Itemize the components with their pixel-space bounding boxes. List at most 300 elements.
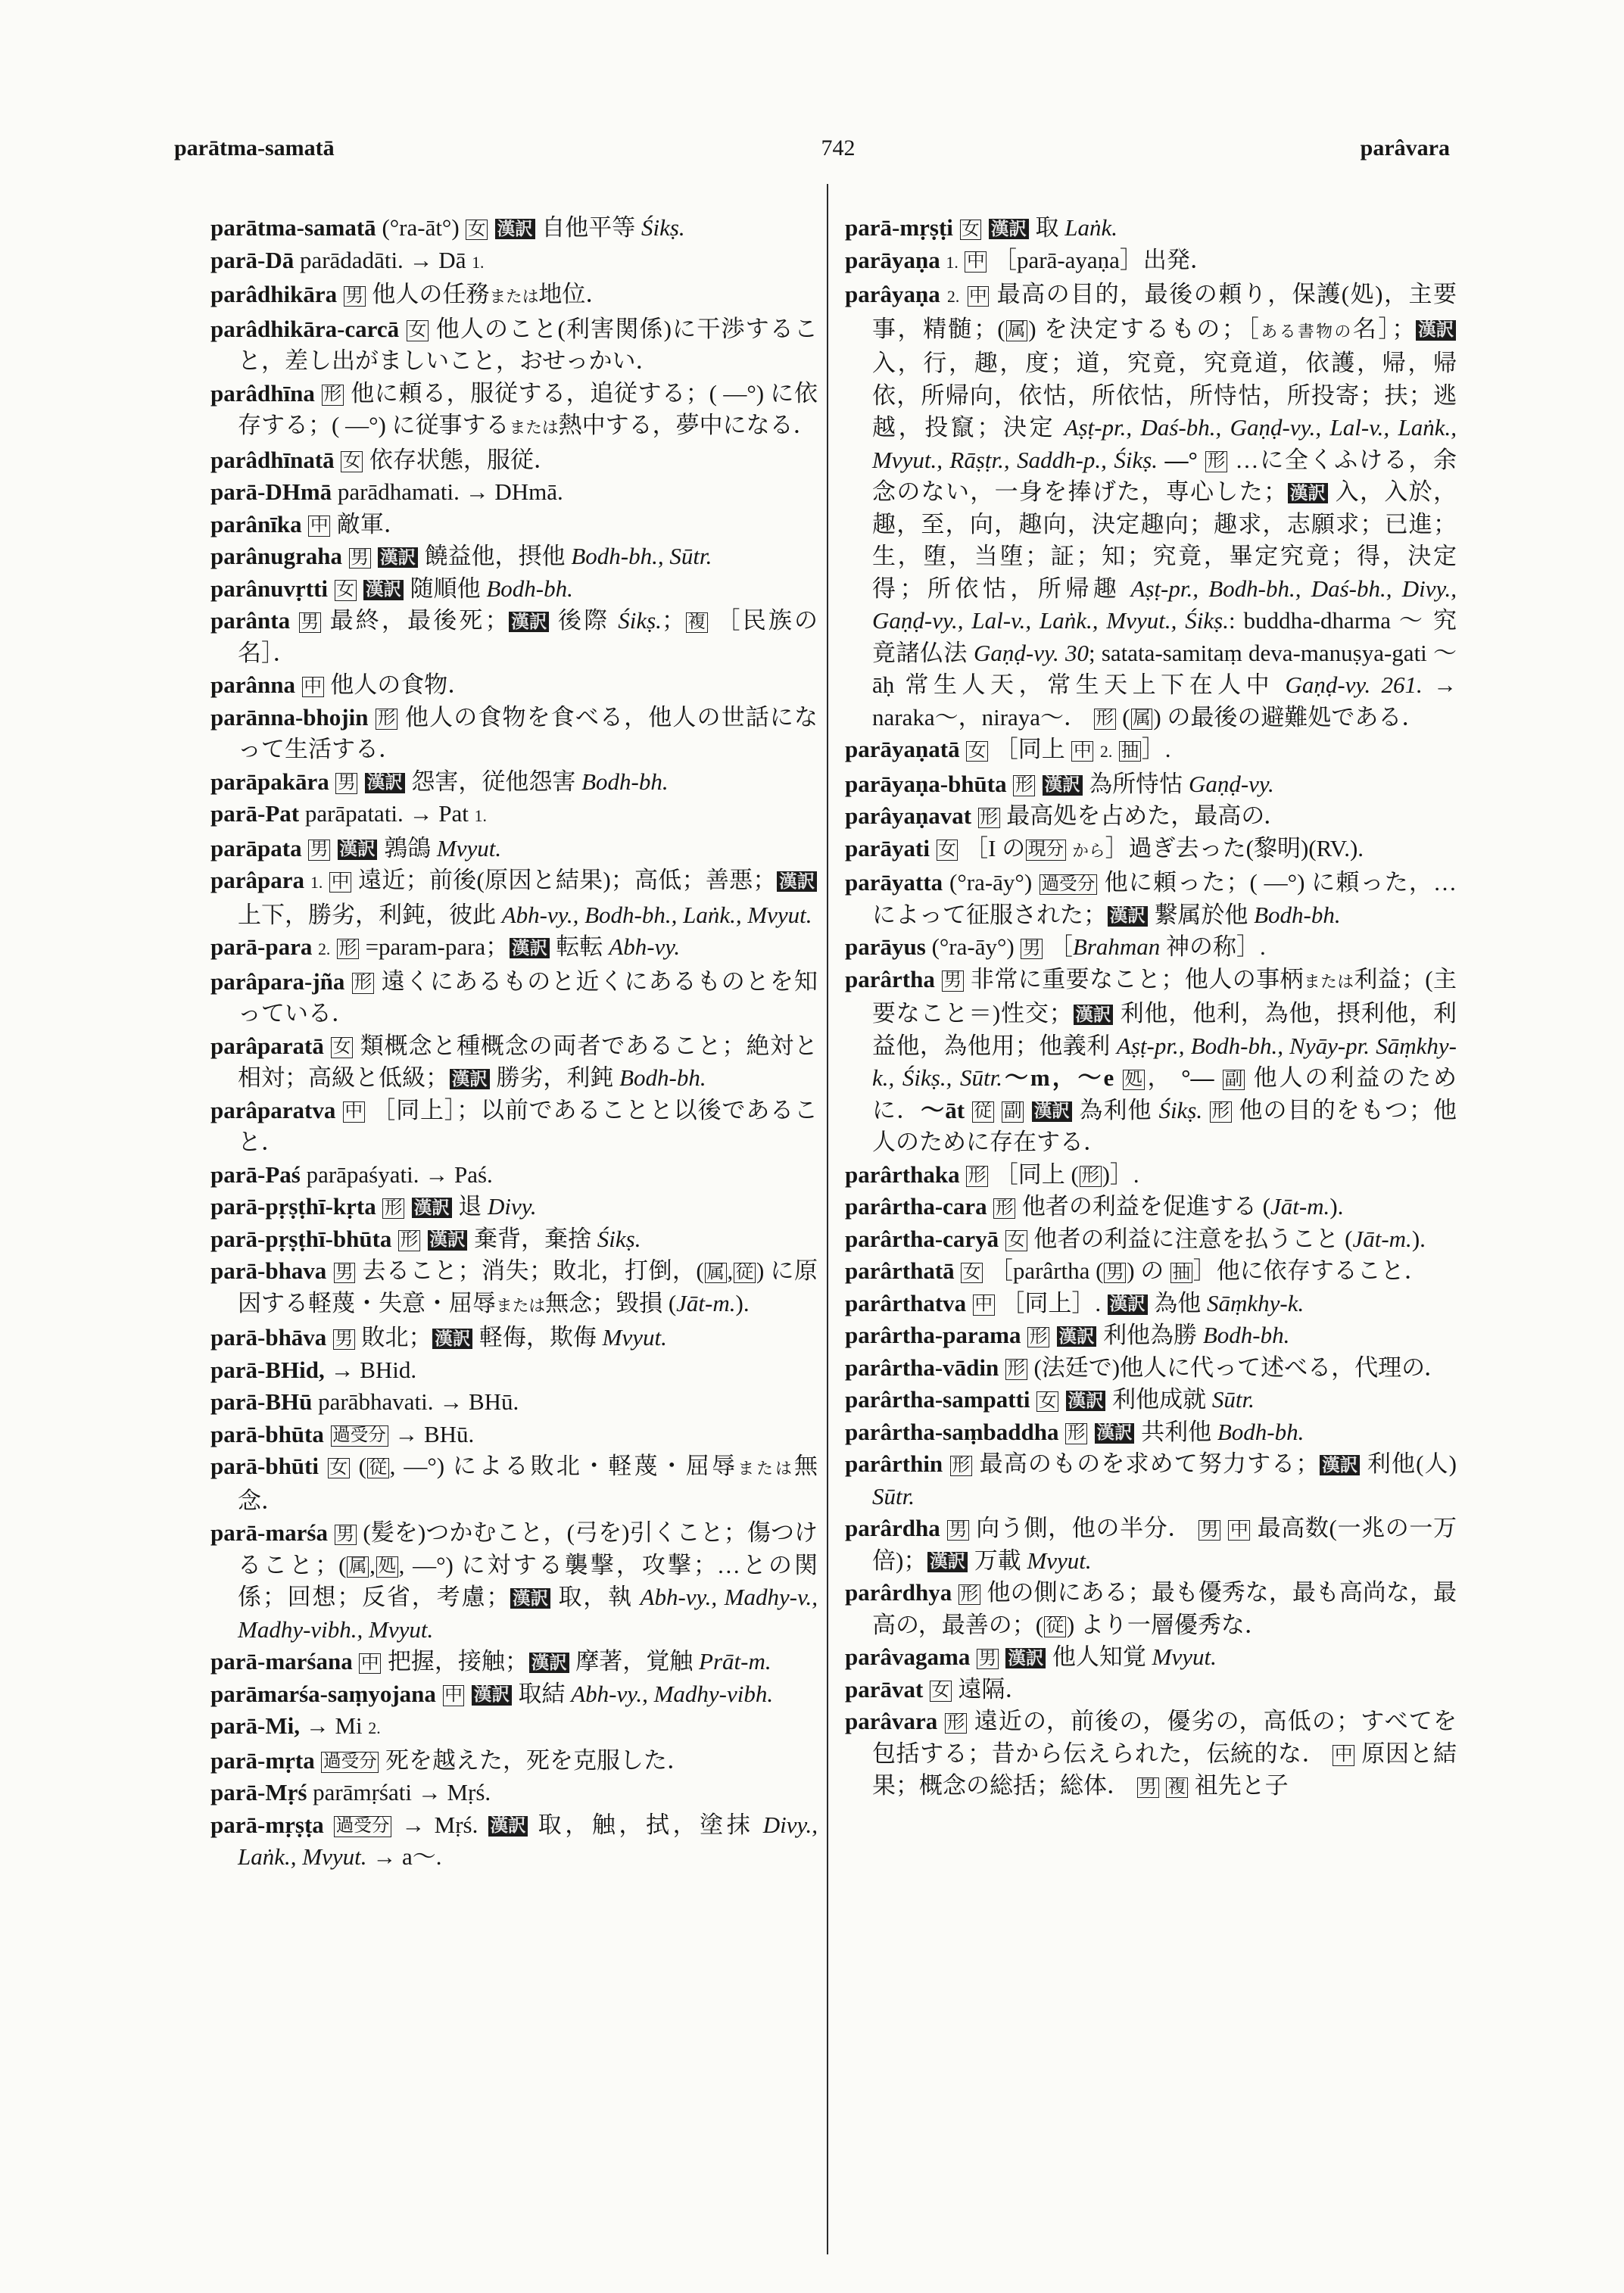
source-ref: Brahman xyxy=(1072,933,1161,960)
entry-text xyxy=(335,447,341,473)
source-ref: Abh-vy., Madhy-vibh. xyxy=(571,1680,774,1707)
small-text: または xyxy=(489,288,539,306)
entry-text: 利他(人) xyxy=(1360,1450,1457,1477)
grammar-box: 中 xyxy=(968,286,990,307)
entry-text: 取，執 xyxy=(550,1584,641,1610)
entry-text xyxy=(1088,1419,1094,1445)
headword: parâdhikāra xyxy=(210,281,338,307)
entry-text: ， xyxy=(1145,1064,1182,1091)
entry-text xyxy=(1050,1322,1056,1348)
entry-text xyxy=(326,1324,332,1351)
headword: parâdhikāra-carcā xyxy=(210,315,400,342)
entry-text: 棄背，棄捨 xyxy=(468,1225,597,1252)
entry-text: ［同上］；以前であることと以後であること． xyxy=(238,1096,818,1155)
dictionary-entry xyxy=(210,605,818,669)
small-text: または xyxy=(1304,972,1354,991)
grammar-box: 女 xyxy=(466,220,488,240)
grammar-box: 従 xyxy=(367,1458,389,1478)
dictionary-entry xyxy=(845,1288,1457,1320)
entry-text: ［民族の名］． xyxy=(238,607,818,666)
grammar-box: 男 xyxy=(1021,939,1043,959)
entry-text xyxy=(970,1643,976,1670)
entry-text: 取，触，拭，塗抹 xyxy=(528,1811,763,1838)
grammar-box: 属 xyxy=(1131,709,1153,729)
dictionary-entry xyxy=(210,1030,818,1095)
dictionary-entry xyxy=(845,279,1457,734)
kanyaku-marker: 漢訳 xyxy=(777,871,817,892)
dictionary-entry xyxy=(210,1745,818,1777)
headword: parâparatā xyxy=(210,1032,324,1059)
entry-text xyxy=(326,1257,332,1284)
kanyaku-marker: 漢訳 xyxy=(338,840,378,860)
entry-text xyxy=(328,575,334,602)
source-ref: Divy. xyxy=(488,1193,537,1220)
dictionary-entry xyxy=(210,865,818,931)
dictionary-entry xyxy=(845,1513,1457,1577)
kanyaku-marker: 漢訳 xyxy=(510,1588,550,1609)
grammar-box: 形 xyxy=(1005,1359,1027,1379)
dictionary-entry xyxy=(210,1419,818,1451)
entry-text: 為他 xyxy=(1148,1289,1207,1316)
headword: parā-Mṛś xyxy=(210,1779,307,1805)
kanyaku-marker: 漢訳 xyxy=(510,938,550,958)
entry-text: 入，入於，趣，至，向，趣向，決定趣向；趣求，志願求；已進；生，堕，当堕；証；知；究竟，畢定究竟；得，決定得；所依怙，所帰趣 xyxy=(872,478,1457,602)
headword: parā-bhāva xyxy=(210,1324,327,1351)
grammar-box: 中 xyxy=(1228,1520,1250,1541)
entry-text xyxy=(982,214,988,241)
headword: parârtha-parama xyxy=(845,1322,1021,1348)
entry-text: ］過ぎ去った(黎明)(RV.). xyxy=(1105,834,1364,861)
grammar-box: 中 xyxy=(965,251,987,272)
headword: parāyati xyxy=(845,834,930,861)
dictionary-entry xyxy=(210,476,818,509)
kanyaku-marker: 漢訳 xyxy=(365,773,405,793)
entry-text xyxy=(940,247,946,273)
entry-text xyxy=(937,1708,944,1734)
grammar-box: 中 xyxy=(343,1101,365,1122)
grammar-box: 男 xyxy=(335,773,357,793)
headword: parâvara xyxy=(845,1708,938,1734)
headword: parāyaṇa xyxy=(845,246,940,273)
source-ref: Abh-vy., Madhy-v., Madhy-vibh., Mvyut. xyxy=(238,1584,818,1643)
column-divider xyxy=(827,184,828,2254)
dictionary-entry xyxy=(210,1450,818,1517)
grammar-box: 形 xyxy=(1094,709,1116,729)
headword: parânuvṛtti xyxy=(210,575,328,602)
entry-text: → BHū. xyxy=(388,1420,475,1447)
entry-text xyxy=(358,768,364,795)
entry-text xyxy=(923,1676,929,1703)
grammar-box: 形 xyxy=(966,1166,988,1186)
entry-text: 他の側にある；最も優秀な，最も高尚な，最高の，最善の；( xyxy=(872,1579,1457,1638)
kanyaku-marker: 漢訳 xyxy=(363,580,404,600)
dictionary-entry xyxy=(845,833,1457,868)
entry-text xyxy=(421,1226,427,1252)
entry-text: ). xyxy=(1411,1225,1426,1252)
grammar-box: 中 xyxy=(973,1294,995,1315)
dictionary-entry xyxy=(210,378,818,444)
small-text: 2. xyxy=(947,288,960,306)
grammar-box: 女 xyxy=(1036,1391,1058,1412)
entry-text: 入，行，趣，度；道，究竟，究竟道，依護，帰，帰依，所帰向，依怙，所依怙，所恃怙，所投寄；扶；逃越，投竄；決定 xyxy=(872,350,1457,441)
entry-text xyxy=(329,768,335,795)
headword: parârtha-vādin xyxy=(845,1354,999,1381)
headword: parā-bhava xyxy=(210,1257,327,1284)
headword: parâyaṇa xyxy=(845,281,940,307)
source-ref: Bodh-bh. xyxy=(1217,1418,1304,1445)
grammar-box: 過受分 xyxy=(331,1425,388,1446)
dictionary-entry xyxy=(845,1319,1457,1352)
dictionary-entry xyxy=(845,1577,1457,1641)
entry-text xyxy=(999,1643,1005,1670)
entry-text: (髪を)つかむこと，(弓を)引くこと；傷つけること；( xyxy=(238,1519,818,1578)
dictionary-entry xyxy=(845,1641,1457,1674)
entry-text xyxy=(999,1354,1005,1381)
entry-text: : buddha-dharma 〜 究竟諸仏法 xyxy=(872,607,1457,666)
entry-text xyxy=(960,1161,966,1188)
entry-text xyxy=(995,1097,1002,1123)
entry-text: 他者の利益に注意を払うこと ( xyxy=(1027,1225,1353,1252)
kanyaku-marker: 漢訳 xyxy=(1416,320,1456,341)
dictionary-entry xyxy=(210,931,818,966)
entry-text: 他人のこと(利害関係)に干渉すること，差し出がましいこと，おせっかい． xyxy=(238,315,818,374)
headword: parā-mṛṣṭi xyxy=(845,214,953,241)
entry-text: 自他平等 xyxy=(535,214,641,241)
entry-text: 他の目的をもつ；他人のために存在する． xyxy=(872,1096,1457,1155)
entry-text: 遠近；前後(原因と結果)；高低；善悪； xyxy=(352,867,777,893)
grammar-box: 女 xyxy=(960,220,982,240)
entry-text: parādadāti. → Dā xyxy=(294,246,472,273)
entry-text xyxy=(331,835,337,861)
small-text: 1. xyxy=(472,253,485,272)
grammar-box: 男 xyxy=(349,548,371,569)
entry-text: 繋属於他 xyxy=(1148,901,1255,928)
entry-text xyxy=(319,1453,327,1479)
dictionary-entry xyxy=(845,212,1457,245)
dictionary-entry xyxy=(845,800,1457,833)
entry-text: 去ること；消失；敗北，打倒，( xyxy=(356,1257,704,1284)
grammar-box: 従 xyxy=(1044,1616,1066,1637)
entry-text: (°ra-āt°) xyxy=(376,214,466,241)
kanyaku-marker: 漢訳 xyxy=(989,219,1029,239)
source-ref: Bodh-bh. xyxy=(1202,1322,1290,1348)
entry-text: ). xyxy=(1329,1193,1344,1220)
headword: parāyus xyxy=(845,933,926,960)
entry-text: 共利他 xyxy=(1135,1418,1217,1445)
headword: parânna xyxy=(210,671,295,698)
entry-text: ； xyxy=(661,607,685,634)
grammar-box: 中 xyxy=(302,677,324,697)
entry-text: , —°) による敗北・軽蔑・屈辱 xyxy=(389,1453,738,1479)
dictionary-entry xyxy=(210,966,818,1030)
small-text: 1. xyxy=(310,874,323,892)
dictionary-entry xyxy=(210,573,818,606)
headword: parâpara xyxy=(210,867,304,893)
entry-text: parāmṛśati → Mṛś. xyxy=(307,1779,491,1805)
entry-text: 遠近の，前後の，優劣の，高低の；すべてを包括する；昔から伝えられた，伝統的な． xyxy=(872,1708,1457,1767)
kanyaku-marker: 漢訳 xyxy=(1320,1455,1360,1475)
grammar-box: 副 xyxy=(1223,1070,1245,1090)
grammar-box: 属 xyxy=(347,1556,369,1577)
entry-text: 為所恃怙 xyxy=(1083,770,1189,797)
headword: parā-mṛta xyxy=(210,1746,315,1774)
entry-text: 最高数(一兆の一万倍)； xyxy=(872,1515,1457,1574)
headword: parā-bhūti xyxy=(210,1453,319,1479)
source-ref: Jāt-m. xyxy=(1352,1225,1412,1252)
entry-text xyxy=(940,281,947,307)
grammar-box: 形 xyxy=(950,1456,972,1476)
headword: parârthatā xyxy=(845,1257,955,1284)
grammar-box: 男 xyxy=(942,970,964,991)
entry-text: 他に頼る，服従する，追従する；( —°) に依存する；( —°) に従事する xyxy=(238,379,818,438)
entry-text: ［parā-ayaṇa］出発． xyxy=(987,246,1214,273)
headword: parârthatva xyxy=(845,1289,967,1316)
entry-text: ］. xyxy=(1141,736,1171,762)
grammar-box: 処 xyxy=(1123,1070,1145,1090)
entry-text: (°ra-āy°) xyxy=(943,869,1040,896)
source-ref: Bodh-bh. xyxy=(1254,901,1341,928)
grammar-box: 従 xyxy=(972,1101,994,1122)
entry-text xyxy=(1112,736,1118,762)
headword: parā-pṛṣṭhī-kṛta xyxy=(210,1193,376,1220)
dictionary-entry xyxy=(210,1223,818,1256)
entry-text xyxy=(399,316,406,342)
grammar-box: 女 xyxy=(961,1263,983,1283)
grammar-box: 男 xyxy=(344,286,366,307)
dictionary-entry xyxy=(210,1646,818,1678)
entry-text xyxy=(935,966,941,992)
entry-text: → Mṛś. xyxy=(391,1811,488,1838)
grammar-box: 形 xyxy=(1205,451,1227,472)
kanyaku-marker: 漢訳 xyxy=(1095,1423,1135,1444)
entry-text xyxy=(960,736,966,762)
entry-text: 遠隔． xyxy=(952,1675,1029,1703)
kanyaku-marker: 漢訳 xyxy=(509,612,549,632)
dictionary-entry xyxy=(210,766,818,799)
entry-text: ( xyxy=(350,1453,366,1479)
entry-text xyxy=(324,1421,330,1447)
headword: parāyaṇa-bhūta xyxy=(845,770,1007,797)
kanyaku-marker: 漢訳 xyxy=(1066,1391,1106,1411)
entry-text: ［parârtha ( xyxy=(983,1257,1104,1284)
entry-text: 最高の目的，最後の頼り，保護(処)，主要事，精髄；( xyxy=(872,281,1457,342)
dictionary-entry xyxy=(210,1777,818,1809)
grammar-box: 形 xyxy=(1027,1327,1049,1347)
grammar-box: 女 xyxy=(937,840,959,860)
source-ref: Divy., Laṅk., Mvyut. xyxy=(238,1811,818,1870)
entry-text: → naraka〜，niraya〜． xyxy=(872,671,1457,731)
entry-text: 遠くにあるものと近くにあるものとを知っている． xyxy=(238,967,818,1027)
headword: parā-marśa xyxy=(210,1519,328,1546)
entry-text: 敵軍． xyxy=(331,510,407,537)
headword: parârtha-saṃbaddha xyxy=(845,1418,1059,1445)
bold-form: 〜m，〜e xyxy=(1002,1064,1114,1091)
entry-text xyxy=(290,607,298,634)
dictionary-entry xyxy=(210,1322,818,1354)
entry-text: ［同上 ( xyxy=(989,1161,1079,1188)
headword: parā-bhūta xyxy=(210,1420,324,1447)
entry-text: 勝劣，利鈍 xyxy=(490,1064,620,1091)
kanyaku-marker: 漢訳 xyxy=(927,1552,968,1572)
kanyaku-marker: 漢訳 xyxy=(1108,1294,1148,1315)
entry-text: ( xyxy=(1116,703,1130,731)
source-ref: Sūtr. xyxy=(872,1482,915,1509)
dictionary-entry xyxy=(845,1384,1457,1416)
dictionary-entry xyxy=(845,734,1457,768)
entry-text: 神の称］. xyxy=(1160,933,1266,960)
grammar-box: 男 xyxy=(977,1649,999,1669)
grammar-box: 女 xyxy=(407,320,429,341)
entry-text: parādhamati. → DHmā. xyxy=(332,478,563,505)
dictionary-entry xyxy=(210,1809,818,1874)
entry-text xyxy=(488,214,494,241)
source-ref: Bodh-bh., Sūtr. xyxy=(571,543,712,569)
source-ref: Mvyut. xyxy=(602,1324,667,1351)
entry-text xyxy=(328,1519,334,1546)
entry-text: ［同上］. xyxy=(995,1289,1107,1316)
headword: parāyatta xyxy=(845,869,943,896)
grammar-box: 中 xyxy=(329,872,351,893)
entry-text xyxy=(324,1033,331,1059)
running-head-left: parātma-samatā xyxy=(174,136,335,160)
source-ref: Śikṣ. xyxy=(641,214,685,241)
grammar-box: 男 xyxy=(334,1263,356,1283)
headword: parânugraha xyxy=(210,543,342,569)
small-text: 2. xyxy=(318,940,331,958)
dictionary-entry xyxy=(210,313,818,378)
entry-text: 熱中する，夢中になる． xyxy=(558,412,817,438)
dictionary-entry xyxy=(210,1710,818,1745)
headword: parāpata xyxy=(210,834,302,861)
kanyaku-marker: 漢訳 xyxy=(450,1069,490,1089)
entry-text xyxy=(312,933,318,960)
dictionary-entry xyxy=(210,1517,818,1646)
entry-text xyxy=(1159,1772,1165,1799)
entry-text xyxy=(1030,1386,1036,1413)
grammar-box: 過受分 xyxy=(1040,874,1097,895)
grammar-box: 過受分 xyxy=(334,1816,391,1837)
grammar-box: 男 xyxy=(947,1520,969,1541)
entry-text: ) に原因する軽蔑・失意・屈辱 xyxy=(238,1257,818,1316)
entry-text xyxy=(304,867,310,893)
source-ref: Aṣṭ-pr., Bodh-bh., Nyāy-pr. Sāṃkhy-k., Śikṣ., Sūtr. xyxy=(872,1032,1457,1091)
entry-text xyxy=(465,1681,471,1707)
entry-text xyxy=(1059,1419,1065,1445)
entry-text: 為利他 xyxy=(1072,1096,1159,1123)
entry-text: 軽侮，欺侮 xyxy=(473,1324,603,1351)
grammar-box: 女 xyxy=(331,1037,353,1058)
grammar-box: 形 xyxy=(959,1584,980,1605)
grammar-box: 複 xyxy=(686,612,708,633)
entry-text: 他人の任務 xyxy=(366,281,490,307)
source-ref: Śikṣ. xyxy=(618,607,662,634)
page-number: 742 xyxy=(821,136,856,160)
dictionary-entry xyxy=(210,1354,818,1387)
entry-text xyxy=(344,968,351,995)
running-head-right: parâvara xyxy=(1360,136,1450,160)
entry-text xyxy=(368,704,375,731)
headword: parātma-samatā xyxy=(210,214,376,241)
entry-text xyxy=(952,1579,958,1606)
grammar-box: 形 xyxy=(1080,1166,1102,1186)
source-ref: Prāt-m. xyxy=(699,1648,771,1675)
grammar-box: 現分 xyxy=(1026,840,1065,860)
entry-text: 最高処を占めた，最高の． xyxy=(1000,802,1288,829)
dictionary-entry xyxy=(210,1678,818,1711)
grammar-box: 形 xyxy=(945,1713,967,1734)
dictionary-entry xyxy=(845,768,1457,801)
small-text: ある書物の xyxy=(1261,322,1353,341)
grammar-box: 中 xyxy=(359,1653,381,1674)
entry-text: 非常に重要なこと；他人の事柄 xyxy=(964,965,1304,992)
headword: parā-BHid, xyxy=(210,1356,325,1383)
grammar-box: 男 xyxy=(299,612,321,633)
kanyaku-marker: 漢訳 xyxy=(428,1230,468,1251)
source-ref: Abh-vy. xyxy=(609,933,681,960)
dictionary-entry xyxy=(210,245,818,279)
entry-text: 原因と結果；概念の総括；総体． xyxy=(872,1740,1457,1799)
source-ref: Aṣṭ-pr., Bodh-bh., Daś-bh., Divy., Gaṇḍ-vy., Lal-v., Laṅk., Mvyut., Śikṣ. xyxy=(872,575,1457,634)
entry-text: 無念；毀損 ( xyxy=(545,1289,677,1316)
dictionary-entry xyxy=(210,509,818,541)
dictionary-entry xyxy=(845,1448,1457,1513)
headword: parârtha-sampatti xyxy=(845,1386,1030,1413)
headword: parā-DHmā xyxy=(210,478,332,505)
entry-text: (法廷で)他人に代って述べる，代理の． xyxy=(1027,1354,1448,1381)
source-ref: Bodh-bh. xyxy=(619,1064,706,1091)
entry-text: 無念． xyxy=(238,1453,818,1514)
entry-text xyxy=(930,835,936,861)
source-ref: Gaṇḍ-vy. xyxy=(1188,770,1274,797)
entry-text xyxy=(330,933,336,960)
entry-text: ; satata-samitaṃ deva-manuṣya-gati 〜āḥ 常生人天，常生天上下在人中 xyxy=(872,639,1457,698)
entry-text: parābhavati. → BHū. xyxy=(312,1388,519,1415)
dictionary-entry xyxy=(210,833,818,865)
kanyaku-marker: 漢訳 xyxy=(488,1816,528,1837)
dictionary-entry xyxy=(210,669,818,702)
grammar-box: 形 xyxy=(322,385,344,405)
dictionary-entry xyxy=(845,867,1457,931)
entry-text: 最終，最後死； xyxy=(321,607,509,634)
grammar-box: 女 xyxy=(341,451,363,472)
entry-text: 摩著，覚触 xyxy=(569,1648,700,1675)
entry-text xyxy=(1198,447,1205,473)
entry-text xyxy=(1059,1386,1065,1413)
dictionary-entry xyxy=(845,1416,1457,1449)
source-ref: Gaṇḍ-vy. 261. xyxy=(1285,671,1423,698)
entry-text: 利益；(主要なこと＝)性交； xyxy=(872,965,1457,1027)
dictionary-entry xyxy=(210,798,818,833)
entry-text xyxy=(953,214,959,241)
entry-text: …に全くふける，余念のない，一身を捧げた，専心した； xyxy=(872,446,1457,505)
headword: parā-Pat xyxy=(210,800,300,827)
dictionary-entry xyxy=(845,245,1457,279)
grammar-box: 属 xyxy=(1006,320,1028,341)
entry-text xyxy=(405,1193,411,1220)
entry-text: 利他，他利，為他，摂利他，利益他，為他用；他義利 xyxy=(872,1000,1457,1059)
entry-text xyxy=(955,1257,961,1284)
entry-text: , xyxy=(369,1551,376,1578)
grammar-box: 男 xyxy=(335,1525,357,1545)
entry-text: → a〜. xyxy=(366,1843,442,1870)
grammar-box: 女 xyxy=(930,1681,952,1701)
headword: parāyaṇatā xyxy=(845,736,960,762)
grammar-box: 男 xyxy=(333,1329,355,1350)
entry-text xyxy=(391,1226,397,1252)
grammar-box: 女 xyxy=(328,1458,350,1478)
headword: parâdhīnatā xyxy=(210,446,335,473)
entry-text xyxy=(1214,1064,1223,1091)
